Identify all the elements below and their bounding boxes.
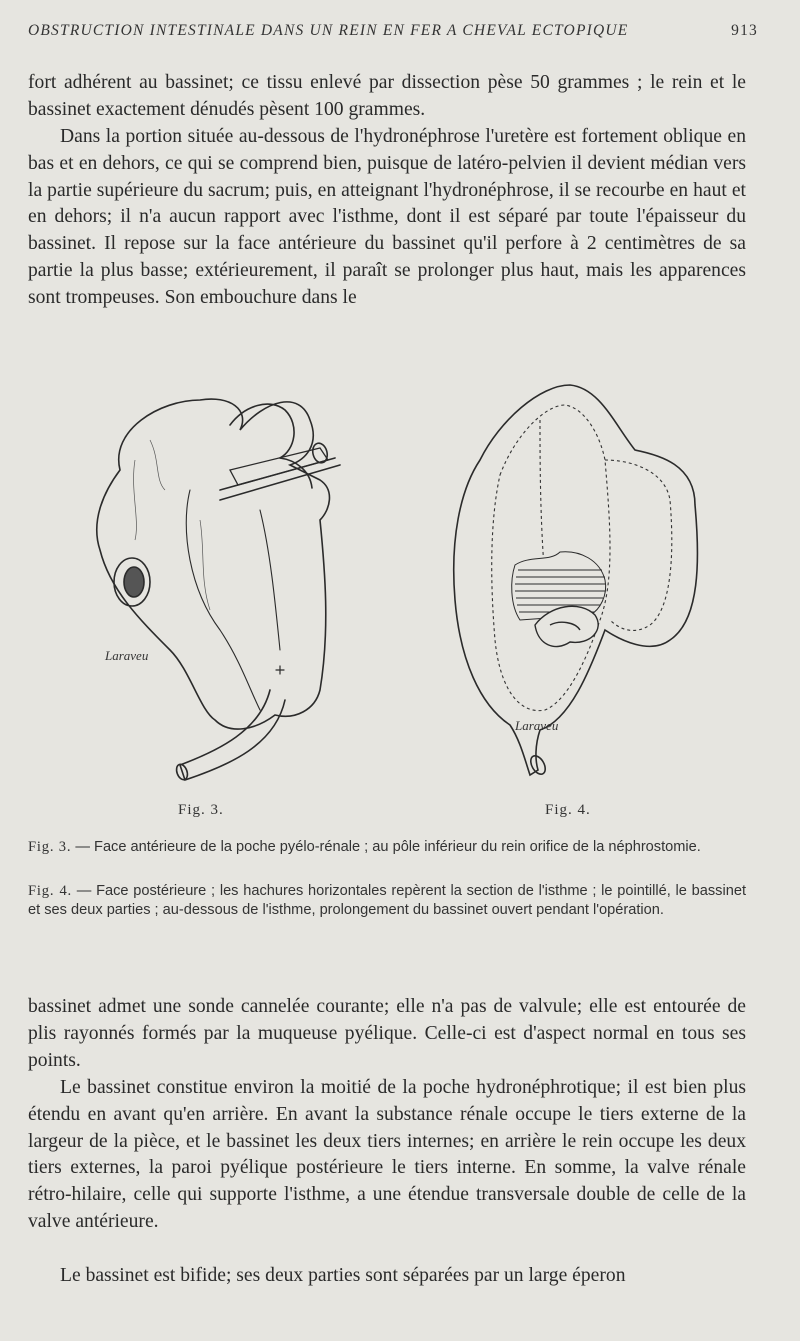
figure-3-anterior-kidney-drawing bbox=[80, 370, 380, 790]
paragraph-3: bassinet admet une sonde cannelée courante; elle n'a pas de valvule; elle est entourée de plis rayonnés formés par la muqueuse pyélique. Celle-ci est d'aspect normal en tous ses points. bbox=[28, 996, 746, 1071]
figure-3-caption bbox=[28, 838, 746, 857]
figure-4-signature: Laraveu bbox=[515, 718, 559, 733]
figure-3-signature: Laraveu bbox=[105, 648, 149, 663]
paragraph-5: Le bassinet est bifide; ses deux parties sont séparées par un large éperon bbox=[60, 1265, 626, 1286]
figure-4-posterior-kidney-drawing bbox=[440, 380, 720, 790]
running-title: OBSTRUCTION INTESTINALE DANS UN REIN EN FER A CHEVAL ECTOPIQUE bbox=[28, 22, 629, 39]
figure-4-label: Fig. 4. bbox=[545, 802, 591, 818]
page-number: 913 bbox=[731, 22, 758, 39]
paragraph-2: Dans la portion située au-dessous de l'hydronéphrose l'uretère est fortement oblique en bas et en dehors, ce qui se comprend bien, puisque de latéro-pelvien il devient médian vers la partie supérieure du sacrum; puis, en atteignant l'hydronéphrose, il se recourbe en haut et en dehors; il n'a aucun rapport avec l'isthme, dont il est séparé par toute l'épaisseur du bassinet. Il repose sur la face antérieure du bassinet qu'il perfore à 2 centimètres de sa partie la plus basse; extérieurement, il paraît se prolonger plus haut, mais les apparences sont trompeuses. Son embouchure dans le bbox=[28, 126, 746, 308]
figure-3-label: Fig. 3. bbox=[178, 802, 224, 818]
paragraph-1: fort adhérent au bassinet; ce tissu enlevé par dissection pèse 50 grammes ; le rein et le bassinet exactement dénudés pèsent 100 grammes. bbox=[28, 72, 746, 120]
paragraph-4: Le bassinet constitue environ la moitié de la poche hydronéphrotique; il est bien plus étendu en avant qu'en arrière. En avant la substance rénale occupe le tiers externe de la largeur de la pièce, et le bassinet les deux tiers internes; en arrière le rein occupe les deux tiers externes, la paroi pyélique postérieure le tiers interne. En somme, la valve rénale rétro-hilaire, celle qui supporte l'isthme, a une étendue transversale double de celle de la valve antérieure. bbox=[28, 1077, 746, 1232]
caption-3-ref: Fig. 3. bbox=[28, 839, 72, 855]
caption-3-text: — Face antérieure de la poche pyélo-rénale ; au pôle inférieur du rein orifice de la néphrostomie. bbox=[75, 839, 701, 855]
caption-4-ref: Fig. 4. bbox=[28, 883, 72, 899]
caption-4-text: — Face postérieure ; les hachures horizontales repèrent la section de l'isthme ; le pointillé, le bassinet et ses deux parties ; au-dessous de l'isthme, prolongement du bassinet ouvert pendant l'opération. bbox=[28, 883, 746, 918]
figure-4-caption bbox=[28, 882, 746, 920]
